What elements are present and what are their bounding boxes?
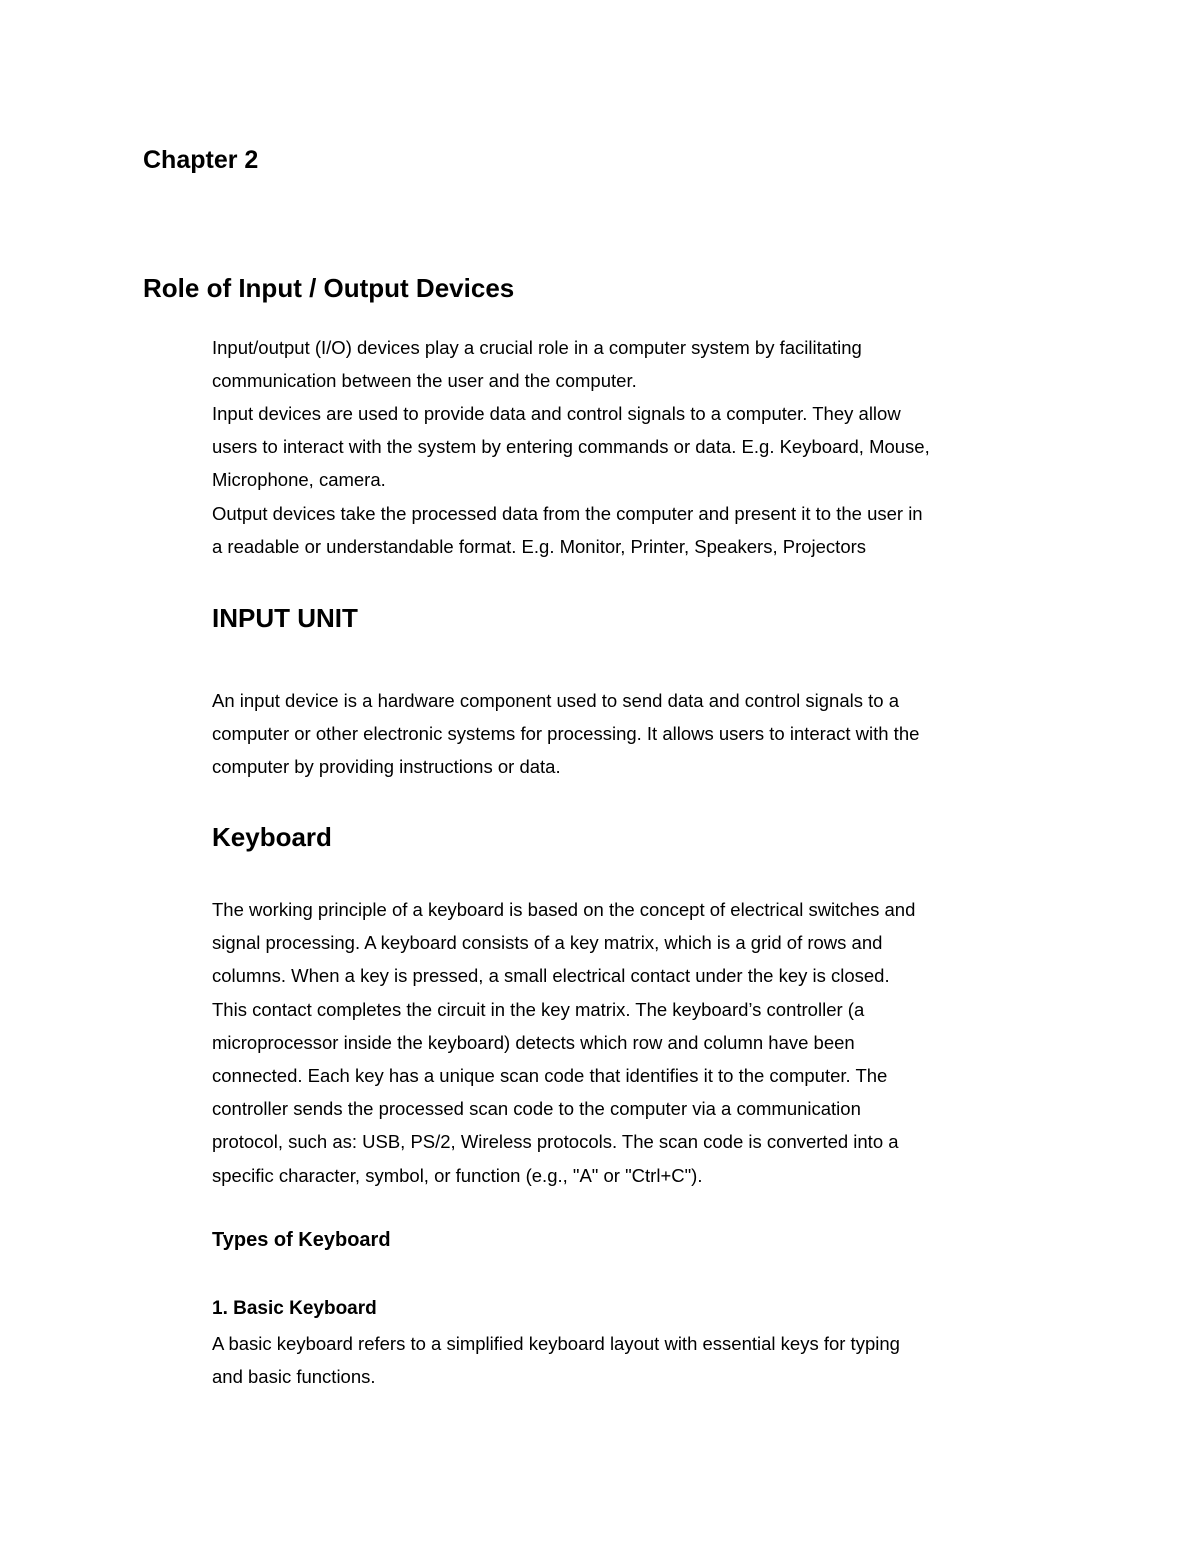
text-line: Microphone, camera. <box>212 469 386 491</box>
text-line: computer or other electronic systems for processing. It allows users to interact with the <box>212 723 920 745</box>
text-line: A basic keyboard refers to a simplified keyboard layout with essential keys for typing <box>212 1333 900 1354</box>
text-line: An input device is a hardware component used to send data and control signals to a <box>212 690 899 711</box>
text-line: Input/output (I/O) devices play a crucial role in a computer system by facilitating <box>212 337 862 358</box>
text-line: The working principle of a keyboard is based on the concept of electrical switches and <box>212 899 916 920</box>
text-line: signal processing. A keyboard consists of a key matrix, which is a grid of rows and <box>212 932 883 954</box>
input-devices-paragraph <box>212 397 1072 497</box>
basic-keyboard-paragraph <box>212 1327 1072 1393</box>
types-of-keyboard-title: Types of Keyboard <box>212 1229 391 1251</box>
text-line: protocol, such as: USB, PS/2, Wireless protocols. The scan code is converted into a <box>212 1131 899 1153</box>
role-section-title: Role of Input / Output Devices <box>143 273 515 303</box>
text-line: Output devices take the processed data from the computer and present it to the user in <box>212 503 923 524</box>
text-line: Input devices are used to provide data and control signals to a computer. They allow <box>212 403 901 424</box>
io-paragraph <box>212 331 1072 397</box>
text-line: a readable or understandable format. E.g. Monitor, Printer, Speakers, Projectors <box>212 536 867 558</box>
text-line: connected. Each key has a unique scan code that identifies it to the computer. The <box>212 1065 888 1087</box>
keyboard-paragraph <box>212 893 1072 1192</box>
input-unit-title: INPUT UNIT <box>212 603 358 633</box>
text-line: communication between the user and the computer. <box>212 370 637 392</box>
text-line: controller sends the processed scan code to the computer via a communication <box>212 1098 861 1120</box>
output-devices-paragraph <box>212 497 1072 563</box>
text-line: microprocessor inside the keyboard) detects which row and column have been <box>212 1031 855 1053</box>
text-line: specific character, symbol, or function (e.g., "A" or "Ctrl+C"). <box>212 1164 703 1186</box>
text-line: This contact completes the circuit in the key matrix. The keyboard’s controller (a <box>212 998 865 1020</box>
chapter-title: Chapter 2 <box>143 146 259 174</box>
keyboard-title: Keyboard <box>212 822 332 852</box>
text-line: computer by providing instructions or data. <box>212 756 561 778</box>
input-unit-paragraph <box>212 684 1072 784</box>
text-line: users to interact with the system by entering commands or data. E.g. Keyboard, Mouse, <box>212 436 930 458</box>
text-line: columns. When a key is pressed, a small electrical contact under the key is closed. <box>212 965 890 987</box>
text-line: and basic functions. <box>212 1366 376 1388</box>
basic-keyboard-title: 1. Basic Keyboard <box>212 1298 377 1319</box>
